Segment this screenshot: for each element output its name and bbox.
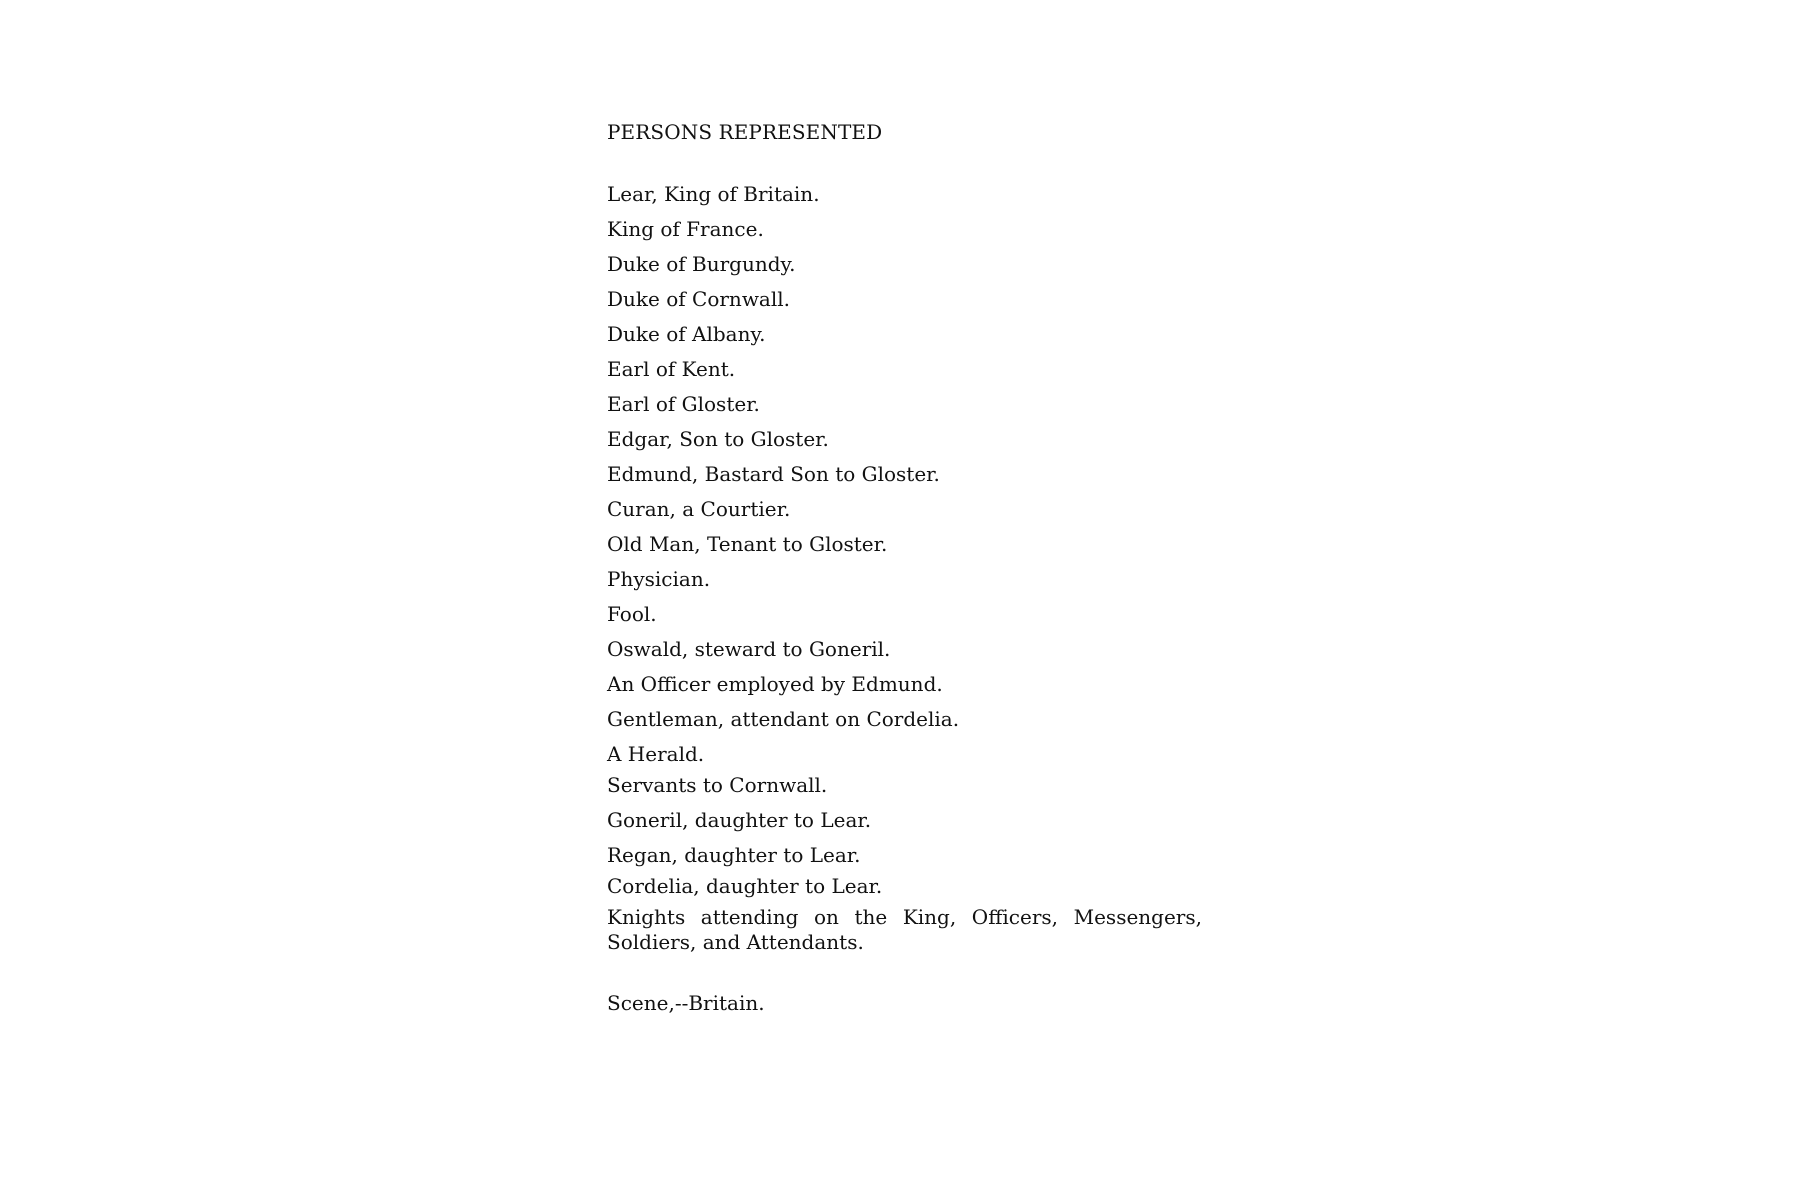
page-heading: PERSONS REPRESENTED [607,120,883,144]
list-item: Physician. [607,567,711,591]
document-page [607,118,1202,1016]
list-item: Fool. [607,602,657,626]
list-item: Edmund, Bastard Son to Gloster. [607,462,940,486]
list-item: Duke of Albany. [607,322,766,346]
list-item: Regan, daughter to Lear. [607,843,861,867]
list-item: Knights attending on the King, Officers, Messengers, Soldiers, and Attendants. [607,905,1202,954]
persons-list [607,182,1202,955]
list-item: Old Man, Tenant to Gloster. [607,532,888,556]
list-item: Servants to Cornwall. [607,773,828,797]
list-item: An Officer employed by Edmund. [607,672,943,696]
list-item: Curan, a Courtier. [607,497,791,521]
list-item: Edgar, Son to Gloster. [607,427,829,451]
list-item: Oswald, steward to Goneril. [607,637,891,661]
list-item: Duke of Cornwall. [607,287,791,311]
list-item: Goneril, daughter to Lear. [607,808,872,832]
scene-note: Scene,--Britain. [607,991,765,1015]
list-item: Duke of Burgundy. [607,252,796,276]
list-item: Lear, King of Britain. [607,182,820,206]
list-item: Earl of Kent. [607,357,736,381]
list-item: A Herald. [607,742,705,766]
list-item: Cordelia, daughter to Lear. [607,874,883,898]
list-item: Earl of Gloster. [607,392,760,416]
list-item: King of France. [607,217,764,241]
list-item: Gentleman, attendant on Cordelia. [607,707,960,731]
